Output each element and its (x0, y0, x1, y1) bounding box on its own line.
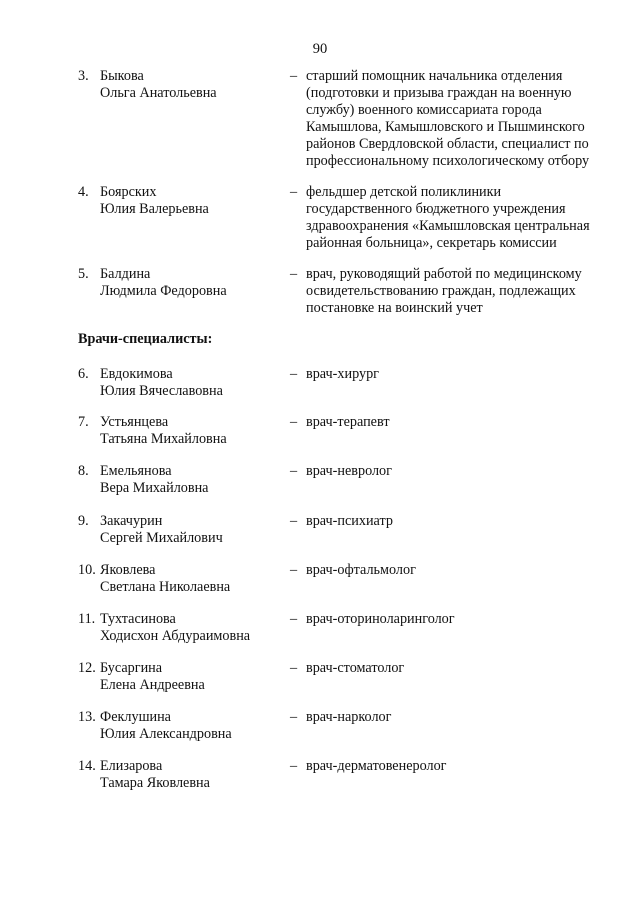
role-description (306, 414, 626, 431)
item-number: 5. (78, 266, 89, 282)
surname: Евдокимова (100, 366, 173, 382)
role-line: государственного бюджетного учреждения (306, 201, 566, 217)
person-name (100, 562, 290, 596)
given-names: Тамара Яковлевна (100, 775, 210, 791)
role-line: врач-офтальмолог (306, 562, 416, 578)
role-line: врач-оториноларинголог (306, 611, 455, 627)
role-description (306, 463, 626, 480)
item-number: 9. (78, 513, 89, 529)
given-names: Сергей Михайлович (100, 530, 223, 546)
surname: Яковлева (100, 562, 156, 578)
role-description (306, 68, 626, 170)
person-name (100, 513, 290, 547)
section-heading: Врачи-специалисты: (78, 331, 213, 347)
dash: – (290, 68, 298, 84)
surname: Емельянова (100, 463, 172, 479)
dash: – (290, 414, 298, 430)
item-number: 7. (78, 414, 89, 430)
item-number: 4. (78, 184, 89, 200)
dash: – (290, 366, 298, 382)
dash: – (290, 660, 298, 676)
item-number: 11. (78, 611, 96, 627)
given-names: Татьяна Михайловна (100, 431, 227, 447)
role-line: постановке на воинский учет (306, 300, 483, 316)
surname: Елизарова (100, 758, 163, 774)
role-line: врач-психиатр (306, 513, 393, 529)
role-line: врач-хирург (306, 366, 379, 382)
item-number: 14. (78, 758, 96, 774)
role-description (306, 366, 626, 383)
role-description (306, 660, 626, 677)
role-line: здравоохранения «Камышловская центральная (306, 218, 590, 234)
role-description (306, 184, 626, 252)
person-name (100, 68, 290, 102)
dash: – (290, 709, 298, 725)
given-names: Ольга Анатольевна (100, 85, 217, 101)
role-line: освидетельствованию граждан, подлежащих (306, 283, 576, 299)
dash: – (290, 184, 298, 200)
person-name (100, 266, 290, 300)
person-name (100, 463, 290, 497)
dash: – (290, 266, 298, 282)
role-line: врач-невролог (306, 463, 392, 479)
dash: – (290, 463, 298, 479)
person-name (100, 758, 290, 792)
item-number: 10. (78, 562, 96, 578)
person-name (100, 660, 290, 694)
role-line: районов Свердловской области, специалист по (306, 136, 589, 152)
surname: Быкова (100, 68, 144, 84)
person-name (100, 366, 290, 400)
surname: Закачурин (100, 513, 163, 529)
person-name (100, 414, 290, 448)
role-description (306, 709, 626, 726)
role-line: врач-нарколог (306, 709, 392, 725)
item-number: 8. (78, 463, 89, 479)
given-names: Юлия Валерьевна (100, 201, 209, 217)
given-names: Светлана Николаевна (100, 579, 231, 595)
role-description (306, 513, 626, 530)
role-line: службу) военного комиссариата города (306, 102, 542, 118)
surname: Устьянцева (100, 414, 169, 430)
role-line: врач-дерматовенеролог (306, 758, 447, 774)
role-line: профессиональному психологическому отбору (306, 153, 590, 169)
role-line: старший помощник начальника отделения (306, 68, 563, 84)
dash: – (290, 562, 298, 578)
item-number: 13. (78, 709, 96, 725)
role-line: (подготовки и призыва граждан на военную (306, 85, 572, 101)
role-line: районная больница», секретарь комиссии (306, 235, 557, 251)
role-line: Камышлова, Камышловского и Пышминского (306, 119, 585, 135)
dash: – (290, 513, 298, 529)
role-line: фельдшер детской поликлиники (306, 184, 502, 200)
person-name (100, 184, 290, 218)
role-line: врач-терапевт (306, 414, 390, 430)
given-names: Вера Михайловна (100, 480, 209, 496)
surname: Бусаргина (100, 660, 163, 676)
person-name (100, 611, 290, 645)
role-line: врач, руководящий работой по медицинскому (306, 266, 582, 282)
role-line: врач-стоматолог (306, 660, 405, 676)
role-description (306, 562, 626, 579)
dash: – (290, 611, 298, 627)
surname: Феклушина (100, 709, 171, 725)
dash: – (290, 758, 298, 774)
role-description (306, 758, 626, 775)
given-names: Ходисхон Абдураимовна (100, 628, 251, 644)
surname: Балдина (100, 266, 151, 282)
item-number: 3. (78, 68, 89, 84)
given-names: Юлия Вячеславовна (100, 383, 223, 399)
role-description (306, 611, 626, 628)
role-description (306, 266, 626, 317)
person-name (100, 709, 290, 743)
given-names: Людмила Федоровна (100, 283, 227, 299)
given-names: Юлия Александровна (100, 726, 232, 742)
given-names: Елена Андреевна (100, 677, 205, 693)
surname: Боярских (100, 184, 157, 200)
item-number: 12. (78, 660, 96, 676)
page-number: 90 (312, 41, 328, 57)
surname: Тухтасинова (100, 611, 176, 627)
item-number: 6. (78, 366, 89, 382)
